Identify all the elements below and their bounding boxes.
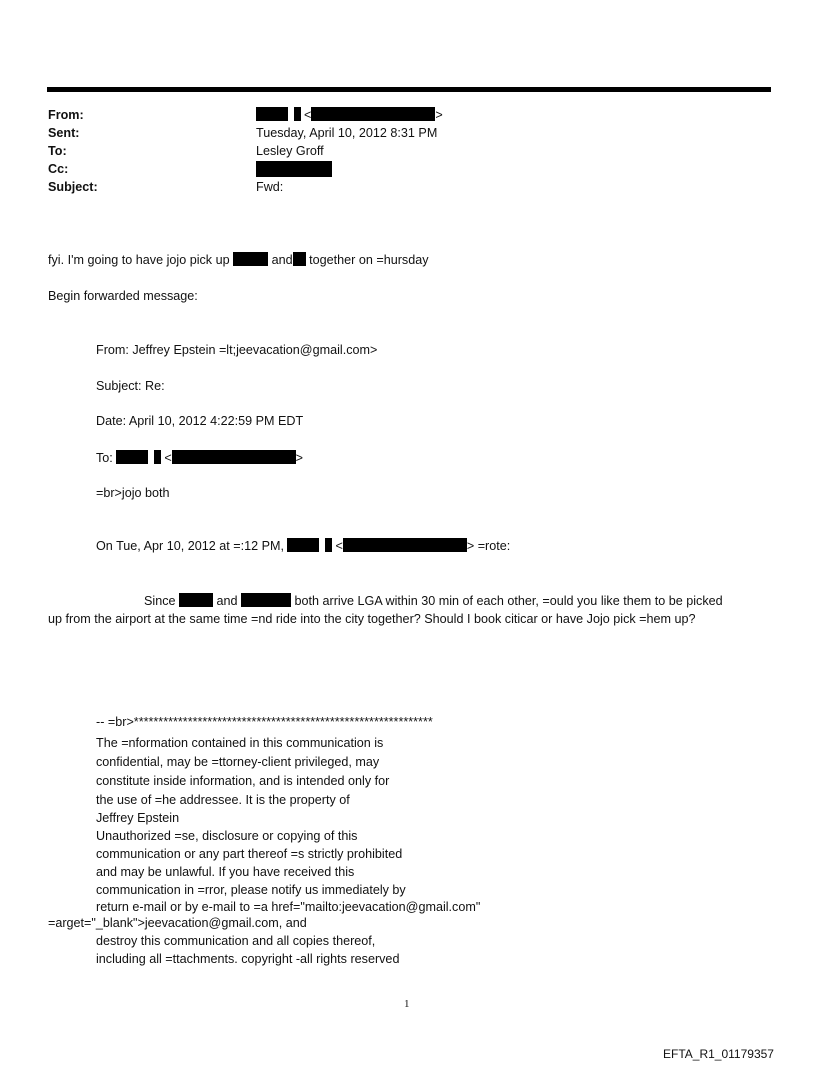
- fwd-reply: =br>jojo both: [96, 486, 170, 500]
- intro-text-c: together on =hursday: [309, 253, 429, 267]
- bates-number: EFTA_R1_01179357: [663, 1047, 774, 1061]
- disclaimer-line: The =nformation contained in this communication is: [96, 736, 384, 750]
- disclaimer-line: destroy this communication and all copies thereof,: [96, 934, 376, 948]
- disclaimer-line: communication in =rror, please notify us immediately by: [96, 883, 406, 897]
- fwd-date-line: Date: April 10, 2012 4:22:59 PM EDT: [96, 414, 304, 428]
- from-close-bracket: >: [435, 108, 443, 122]
- fwd-to-line: [96, 450, 303, 467]
- from-label: From:: [48, 108, 84, 122]
- redaction-block: [241, 593, 291, 607]
- since-text: Since: [144, 594, 176, 608]
- on-tue-open-bracket: <: [335, 539, 343, 553]
- redaction-block: [343, 538, 467, 552]
- redaction-block: [233, 252, 268, 266]
- redaction-block: [294, 107, 301, 121]
- and-text: and: [216, 594, 238, 608]
- redaction-block: [179, 593, 213, 607]
- subject-value: Fwd:: [256, 180, 284, 194]
- redaction-block: [325, 538, 332, 552]
- fwd-subject-line: Subject: Re:: [96, 379, 165, 393]
- redaction-block: [172, 450, 296, 464]
- disclaimer-line: constitute inside information, and is intended only for: [96, 774, 390, 788]
- disclaimer-line: Unauthorized =se, disclosure or copying of this: [96, 829, 358, 843]
- redaction-block: [287, 538, 319, 552]
- para-rest-text: both arrive LGA within 30 min of each other, =ould you like them to be picked: [294, 594, 723, 608]
- disclaimer-line: including all =ttachments. copyright -all rights reserved: [96, 952, 400, 966]
- redaction-block: [311, 107, 435, 121]
- disclaimer-line: Jeffrey Epstein: [96, 811, 180, 825]
- on-tue-text: On Tue, Apr 10, 2012 at =:12 PM,: [96, 539, 284, 553]
- disclaimer-line: confidential, may be =ttorney-client privileged, may: [96, 755, 380, 769]
- intro-text-a: fyi. I'm going to have jojo pick up: [48, 253, 230, 267]
- subject-label: Subject:: [48, 180, 98, 194]
- cc-label: Cc:: [48, 162, 69, 176]
- quoted-para-line-1: [144, 593, 723, 610]
- cc-value: [256, 161, 332, 180]
- sent-label: Sent:: [48, 126, 80, 140]
- header-rule: [47, 87, 771, 92]
- on-tue-line: [96, 538, 510, 555]
- disclaimer-line: return e-mail or by e-mail to =a href="mailto:jeevacation@gmail.com": [96, 900, 481, 914]
- quoted-para-line-2: up from the airport at the same time =nd ride into the city together? Should I book citicar or have Jojo pick =hem up?: [48, 612, 696, 626]
- on-tue-close: > =rote:: [466, 539, 511, 553]
- sent-value: Tuesday, April 10, 2012 8:31 PM: [256, 126, 438, 140]
- disclaimer-line: -- =br>*************************************************************: [96, 715, 433, 729]
- disclaimer-line: and may be unlawful. If you have received this: [96, 865, 355, 879]
- redaction-block: [293, 252, 306, 266]
- disclaimer-line: communication or any part thereof =s strictly prohibited: [96, 847, 403, 861]
- to-label: To:: [48, 144, 67, 158]
- disclaimer-line: the use of =he addressee. It is the property of: [96, 793, 350, 807]
- redaction-block: [116, 450, 148, 464]
- page-number: 1: [404, 998, 410, 1010]
- fwd-to-close-bracket: >: [295, 451, 304, 465]
- fwd-to-open-bracket: <: [164, 451, 172, 465]
- from-open-bracket: <: [304, 108, 312, 122]
- intro-line: [48, 252, 429, 269]
- fwd-to-label: To:: [96, 451, 113, 465]
- intro-text-b: and: [271, 253, 293, 267]
- fwd-from-line: From: Jeffrey Epstein =lt;jeevacation@gmail.com>: [96, 343, 378, 357]
- disclaimer-line: =arget="_blank">jeevacation@gmail.com, and: [48, 916, 307, 930]
- from-value: [256, 107, 443, 124]
- redaction-block: [256, 161, 332, 177]
- redaction-block: [154, 450, 161, 464]
- redaction-block: [256, 107, 288, 121]
- to-value: Lesley Groff: [256, 144, 324, 158]
- begin-forwarded: Begin forwarded message:: [48, 289, 198, 303]
